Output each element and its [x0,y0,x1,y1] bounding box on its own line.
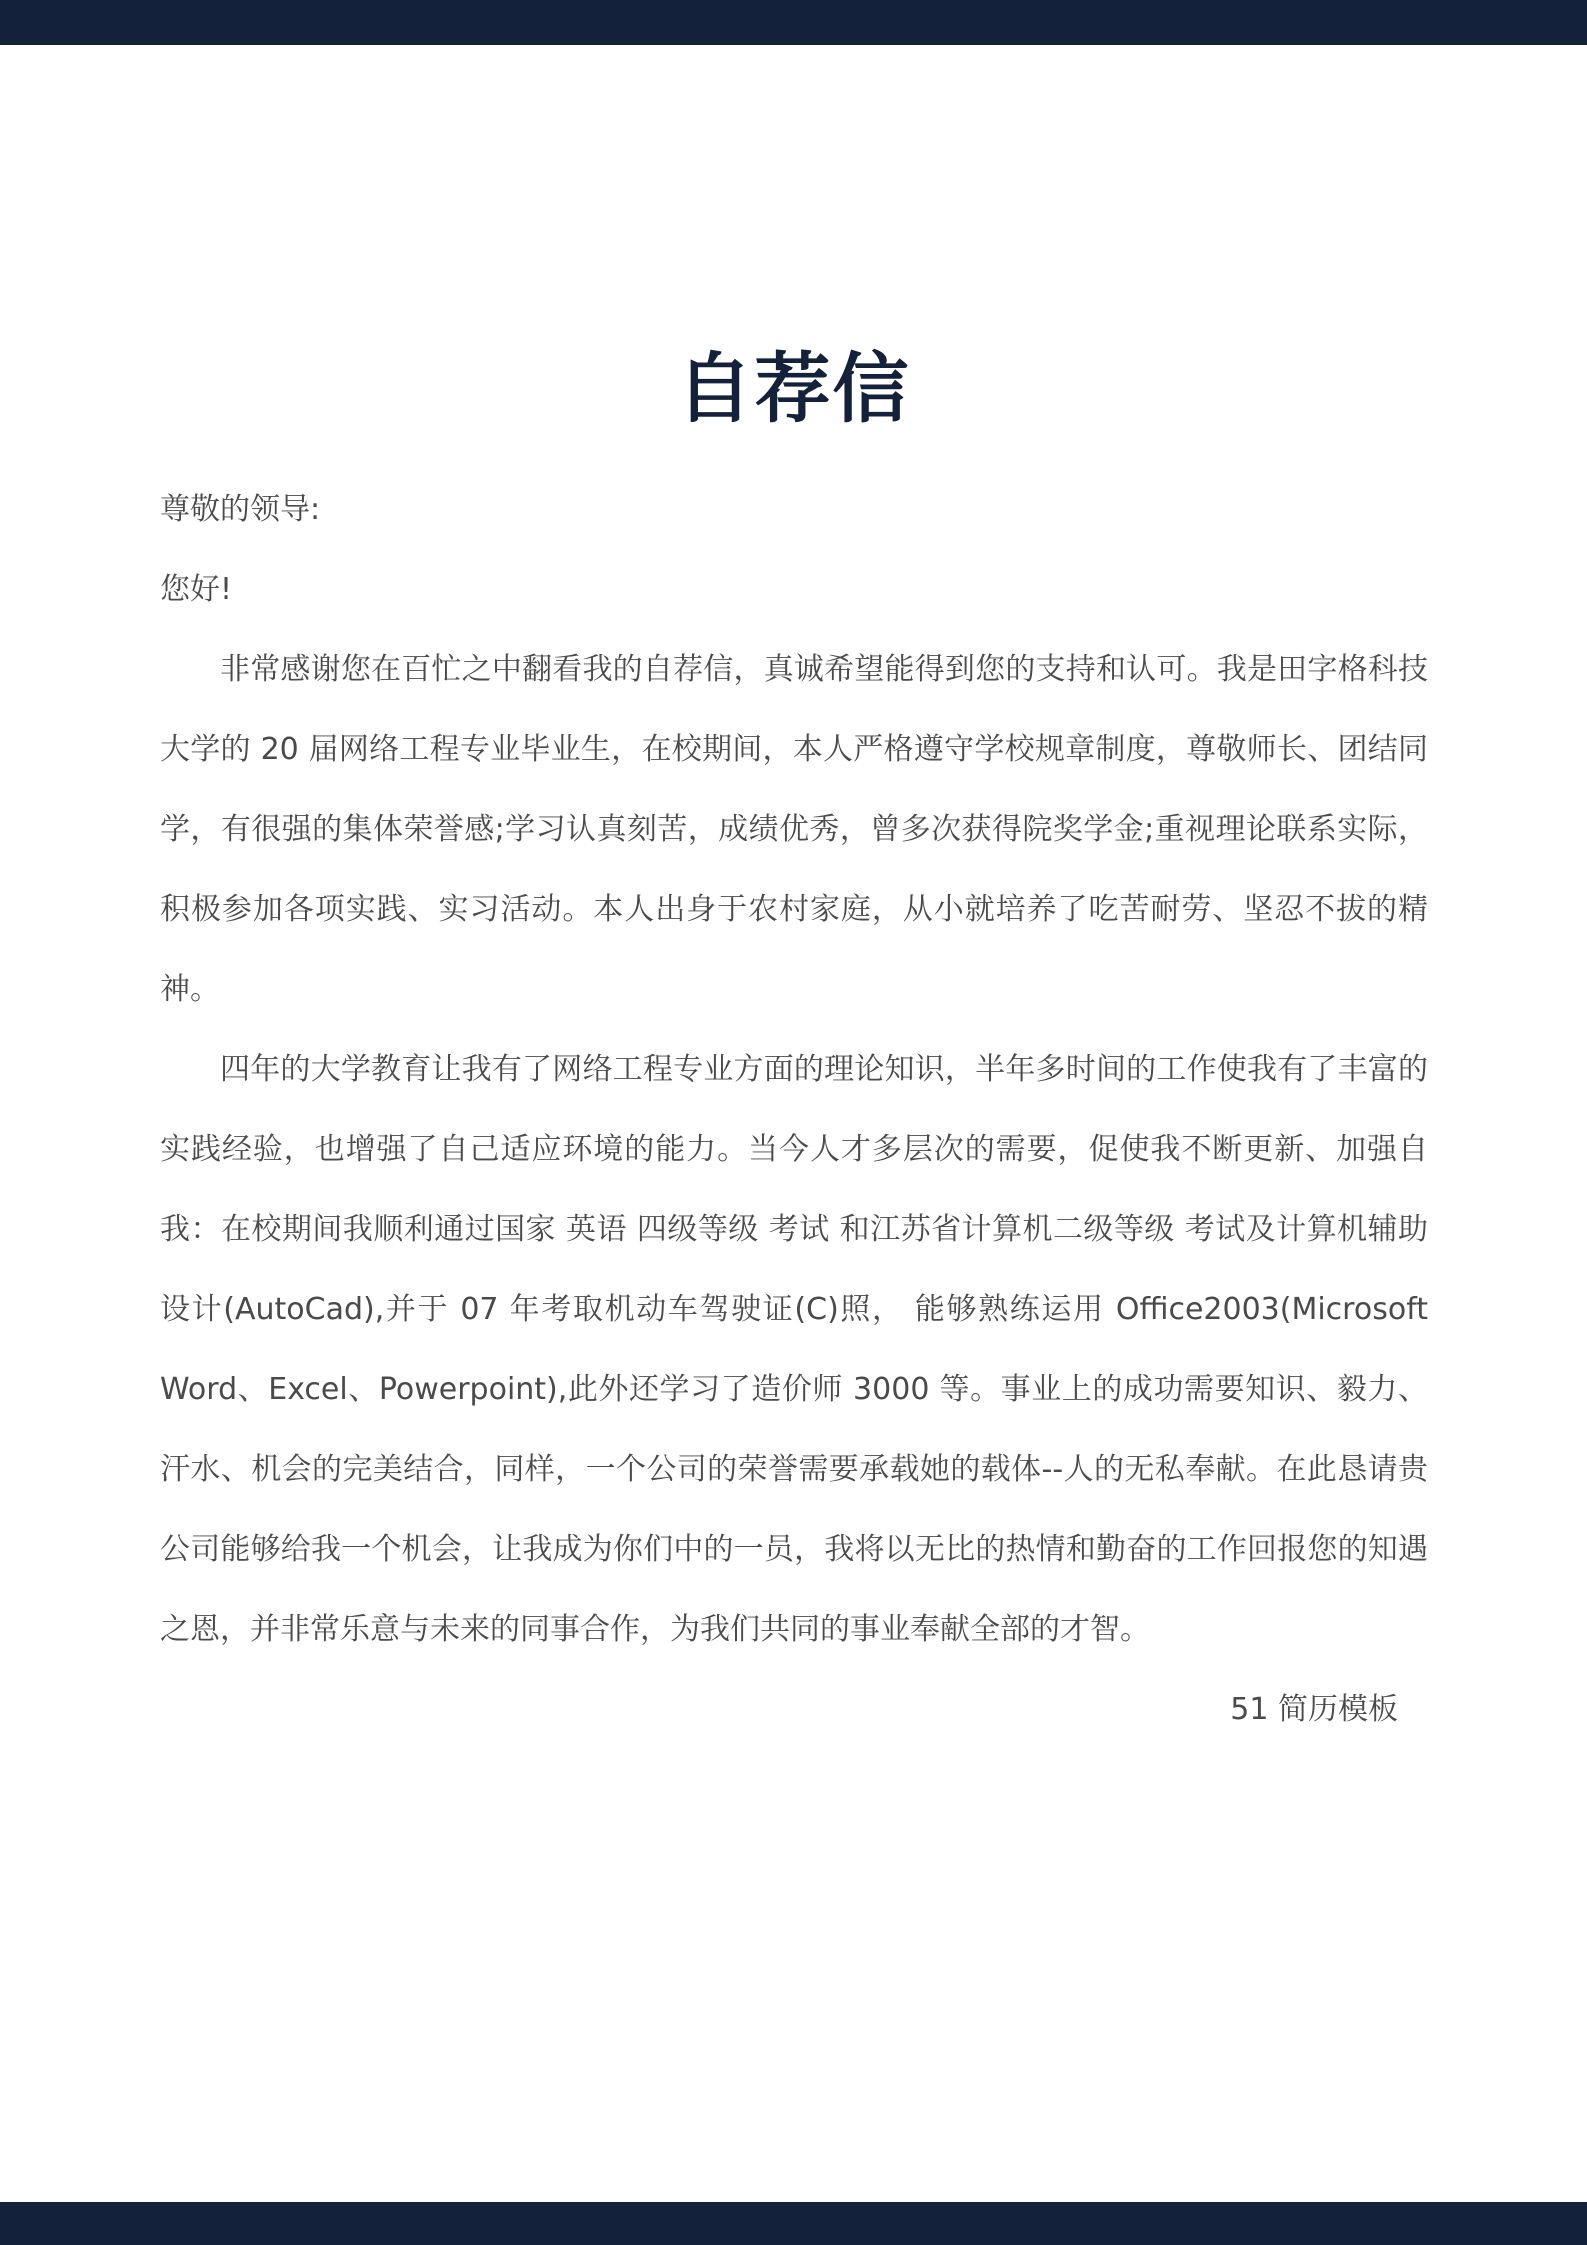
bottom-decorative-band [0,2202,1587,2245]
salutation: 尊敬的领导: [160,492,321,527]
letter-body [160,470,1428,1750]
greeting: 您好! [160,572,233,607]
paragraph-experience: 四年的大学教育让我有了网络工程专业方面的理论知识，半年多时间的工作使我有了丰富的实践经验，也增强了自己适应环境的能力。当今人才多层次的需要，促使我不断更新、加强自我：在校期间我顺利通过国家 英语 四级等级 考试 和江苏省计算机二级等级 考试及计算机辅助设计(AutoCad),并于 07 年考取机动车驾驶证(C)照， 能够熟练运用 Office2003(Microsoft Word、Excel、Powerpoint),此外还学习了造价师 3000 等。事业上的成功需要知识、毅力、汗水、机会的完美结合，同样，一个公司的荣誉需要承载她的载体--人的无私奉献。在此恳请贵公司能够给我一个机会，让我成为你们中的一员，我将以无比的热情和勤奋的工作回报您的知遇之恩，并非常乐意与未来的同事合作，为我们共同的事业奉献全部的才智。 [160,1052,1428,1647]
top-decorative-band [0,0,1587,45]
page-title: 自荐信 [676,343,911,433]
signature: 51 简历模板 [1230,1692,1398,1727]
paragraph-intro: 非常感谢您在百忙之中翻看我的自荐信，真诚希望能得到您的支持和认可。我是田字格科技大学的 20 届网络工程专业毕业生，在校期间，本人严格遵守学校规章制度，尊敬师长、团结同学，有很强的集体荣誉感;学习认真刻苦，成绩优秀，曾多次获得院奖学金;重视理论联系实际，积极参加各项实践、实习活动。本人出身于农村家庭，从小就培养了吃苦耐劳、坚忍不拔的精神。 [160,652,1428,1007]
